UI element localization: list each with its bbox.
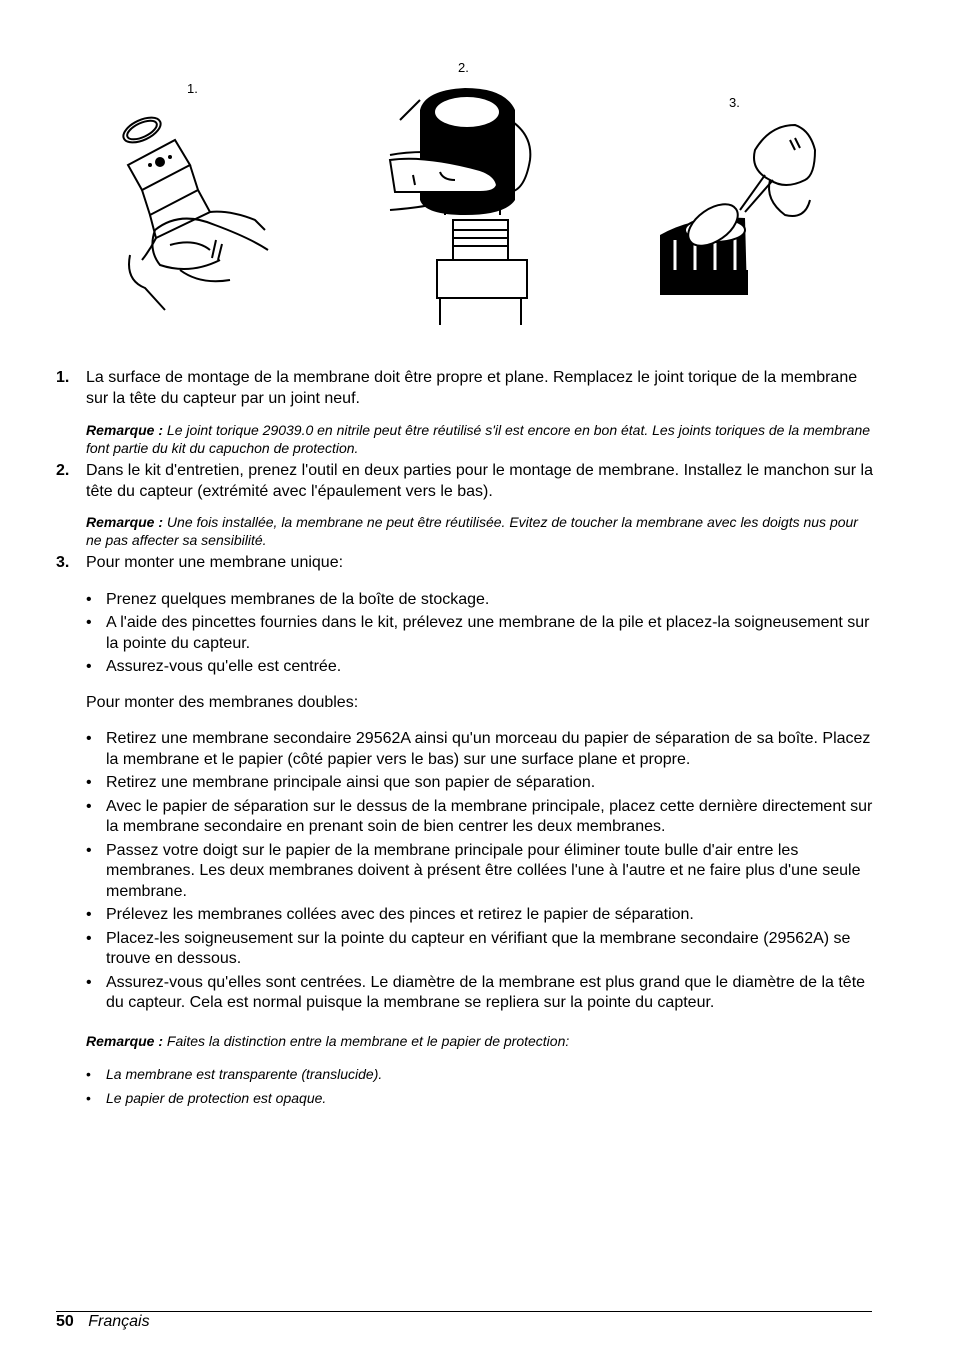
step-number: 1. xyxy=(56,369,70,386)
instructions-content xyxy=(56,368,874,1113)
step-text: Pour monter une membrane unique: xyxy=(86,554,344,571)
list-item: • Assurez-vous qu'elles sont centrées. Le diamètre de la membrane est plus grand que le diamètre de la tête du capteur. Cela est normal puisque la membrane se repliera sur la pointe du capteur. xyxy=(86,973,874,1014)
figure-1-illustration xyxy=(120,110,270,315)
step-number: 3. xyxy=(56,554,70,571)
list-item: • Retirez une membrane principale ainsi que son papier de séparation. xyxy=(86,773,874,794)
list-item: • Prélevez les membranes collées avec des pinces et retirez le papier de séparation. xyxy=(86,905,874,926)
note-2 xyxy=(56,513,874,549)
final-note xyxy=(56,1032,874,1050)
note-text: Faites la distinction entre la membrane et le papier de protection: xyxy=(166,1032,570,1049)
list-item: • Retirez une membrane secondaire 29562A ainsi qu'un morceau du papier de séparation de sa boîte. Placez la membrane et le papier (côté papier vers le bas) sur une surface plane et propre. xyxy=(86,729,874,770)
note-label: Remarque : xyxy=(86,422,164,438)
step-text: La surface de montage de la membrane doit être propre et plane. Remplacez le joint torique de la membrane sur la tête du capteur par un joint neuf. xyxy=(86,369,858,407)
step-1 xyxy=(56,368,874,409)
figure-2-label: 2. xyxy=(458,60,469,75)
figure-3-illustration xyxy=(655,120,820,300)
list-item: • Prenez quelques membranes de la boîte de stockage. xyxy=(86,590,874,611)
note-1 xyxy=(56,421,874,457)
final-note-list xyxy=(56,1064,874,1109)
step-text: Dans le kit d'entretien, prenez l'outil en deux parties pour le montage de membrane. Installez le manchon sur la tête du capteur (extrémité avec l'épaulement vers le bas). xyxy=(86,462,873,500)
list-item: • Le papier de protection est opaque. xyxy=(86,1088,874,1109)
note-label: Remarque : xyxy=(86,514,164,530)
list-item: • A l'aide des pincettes fournies dans le kit, prélevez une membrane de la pile et placez-la soigneusement sur la pointe du capteur. xyxy=(86,613,874,654)
list-item: • La membrane est transparente (translucide). xyxy=(86,1064,874,1085)
footer-divider xyxy=(56,1311,872,1312)
list-item: • Assurez-vous qu'elle est centrée. xyxy=(86,657,874,678)
note-label: Remarque : xyxy=(86,1032,164,1049)
footer-language: Français xyxy=(88,1313,150,1330)
figure-1-label: 1. xyxy=(187,81,198,96)
list-item: • Passez votre doigt sur le papier de la membrane principale pour éliminer toute bulle d'air entre les membranes. Les deux membranes doivent à présent être collées l'une à l'autre et ne faire plus d'une seule membrane. xyxy=(86,841,874,903)
figure-2-illustration xyxy=(385,80,535,330)
figure-3-label: 3. xyxy=(729,95,740,110)
page-number: 50 xyxy=(56,1313,74,1330)
note-text: Le joint torique 29039.0 en nitrile peut être réutilisé s'il est encore en bon état. Les joints toriques de la membrane font partie du kit du capuchon de protection. xyxy=(86,422,871,456)
double-membrane-intro: Pour monter des membranes doubles: xyxy=(86,693,359,711)
page-footer xyxy=(56,1313,150,1331)
double-membrane-list xyxy=(56,729,874,1014)
list-item: • Avec le papier de séparation sur le dessus de la membrane principale, placez cette dernière directement sur la membrane secondaire en prenant soin de bien centrer les deux membranes. xyxy=(86,797,874,838)
step-number: 2. xyxy=(56,462,70,479)
list-item: • Placez-les soigneusement sur la pointe du capteur en vérifiant que la membrane secondaire (29562A) se trouve en dessous. xyxy=(86,929,874,970)
step-3 xyxy=(56,553,874,574)
single-membrane-list xyxy=(56,590,874,678)
step-2 xyxy=(56,461,874,502)
note-text: Une fois installée, la membrane ne peut être réutilisée. Evitez de toucher la membrane avec les doigts nus pour ne pas affecter sa sensibilité. xyxy=(86,514,858,548)
